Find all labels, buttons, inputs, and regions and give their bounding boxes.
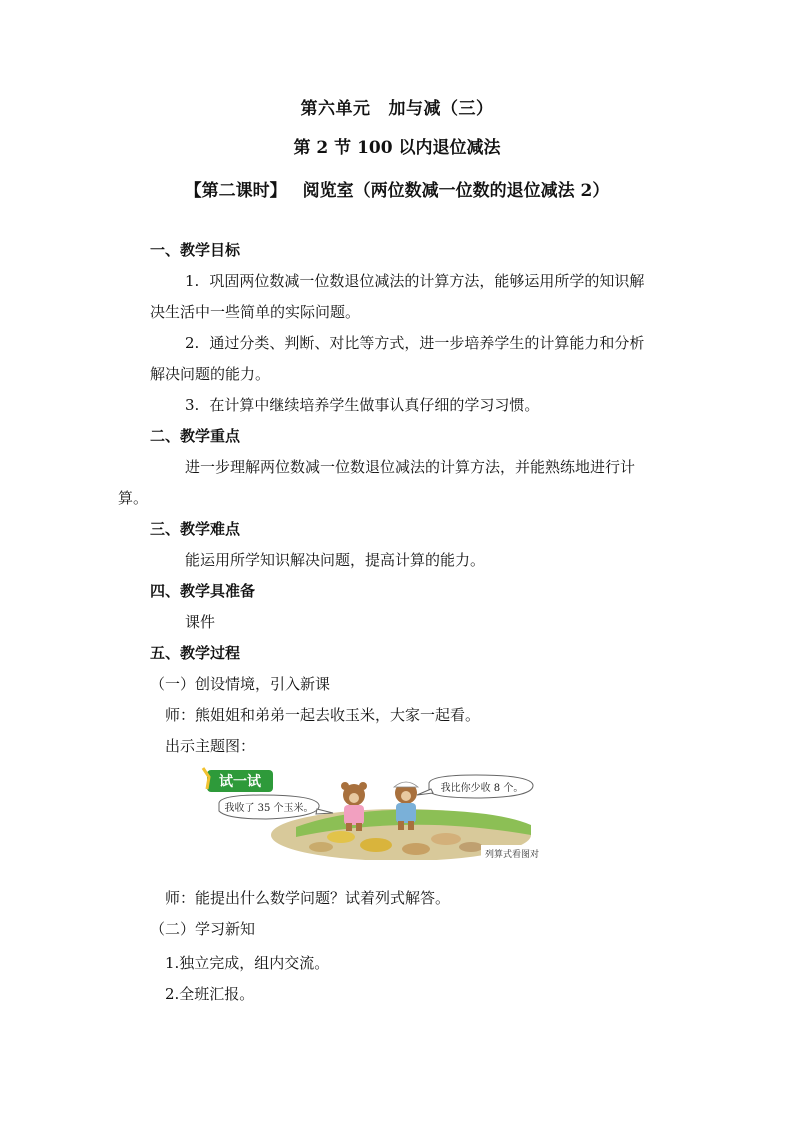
goal-2-number: 2. (185, 334, 200, 352)
corner-note (481, 845, 551, 860)
process-teacher2: 师：能提出什么数学问题？试着列式解答。 (165, 889, 451, 907)
unit-title (0, 94, 794, 119)
goal-3-line1: 3. 在计算中继续培养学生做事认真仔细的学习习惯。 (185, 396, 540, 414)
goals-heading: 一、教学目标 (150, 241, 241, 259)
right-bubble-text: 我比你少收 8 个。 (440, 783, 524, 794)
process-part2: （二）学习新知 (150, 920, 256, 938)
process-heading: 五、教学过程 (150, 644, 241, 662)
unit-name: 加与减（三） (388, 99, 494, 119)
goal-2-line2: 解决问题的能力。 (150, 365, 271, 383)
process-step2: 2.全班汇报。 (165, 985, 255, 1003)
lesson-label: 【第二课时】 (184, 181, 287, 201)
focus-line2: 算。 (118, 489, 149, 507)
materials-heading: 四、教学具准备 (150, 582, 256, 600)
goal-3-number: 3. (185, 396, 200, 414)
difficulty-text: 能运用所学知识解决问题，提高计算的能力。 (185, 551, 486, 569)
process-teacher1: 师：熊姐姐和弟弟一起去收玉米，大家一起看。 (165, 706, 481, 724)
goal-1-line2: 决生活中一些简单的实际问题。 (150, 303, 361, 321)
theme-illustration (201, 765, 551, 860)
banner-text: 试一试 (219, 774, 261, 790)
focus-line1: 进一步理解两位数减一位数退位减法的计算方法，并能熟练地进行计 (185, 458, 636, 476)
right-speech-bubble (417, 775, 533, 798)
difficulty-heading: 三、教学难点 (150, 520, 241, 538)
goal-1-number: 1. (185, 272, 200, 290)
focus-heading: 二、教学重点 (150, 427, 241, 445)
left-bubble-text: 我收了 35 个玉米。 (224, 803, 314, 814)
unit-label: 第六单元 (300, 99, 371, 119)
materials-text: 课件 (185, 613, 216, 631)
lesson-name: 阅览室（两位数减一位数的退位减法 2） (302, 181, 610, 201)
corner-note-text: 列算式看图对 (485, 850, 540, 860)
goal-2-line1: 2. 通过分类、判断、对比等方式，进一步培养学生的计算能力和分析 (185, 334, 645, 352)
lesson-title (0, 176, 794, 201)
process-show: 出示主题图： (165, 737, 256, 755)
goal-1-line1: 1. 巩固两位数减一位数退位减法的计算方法，能够运用所学的知识解 (185, 272, 645, 290)
process-step1: 1.独立完成，组内交流。 (165, 954, 330, 972)
section-title: 第 2 节 100 以内退位减法 (293, 138, 501, 158)
try-it-banner (203, 768, 273, 792)
process-part1: （一）创设情境，引入新课 (150, 675, 331, 693)
